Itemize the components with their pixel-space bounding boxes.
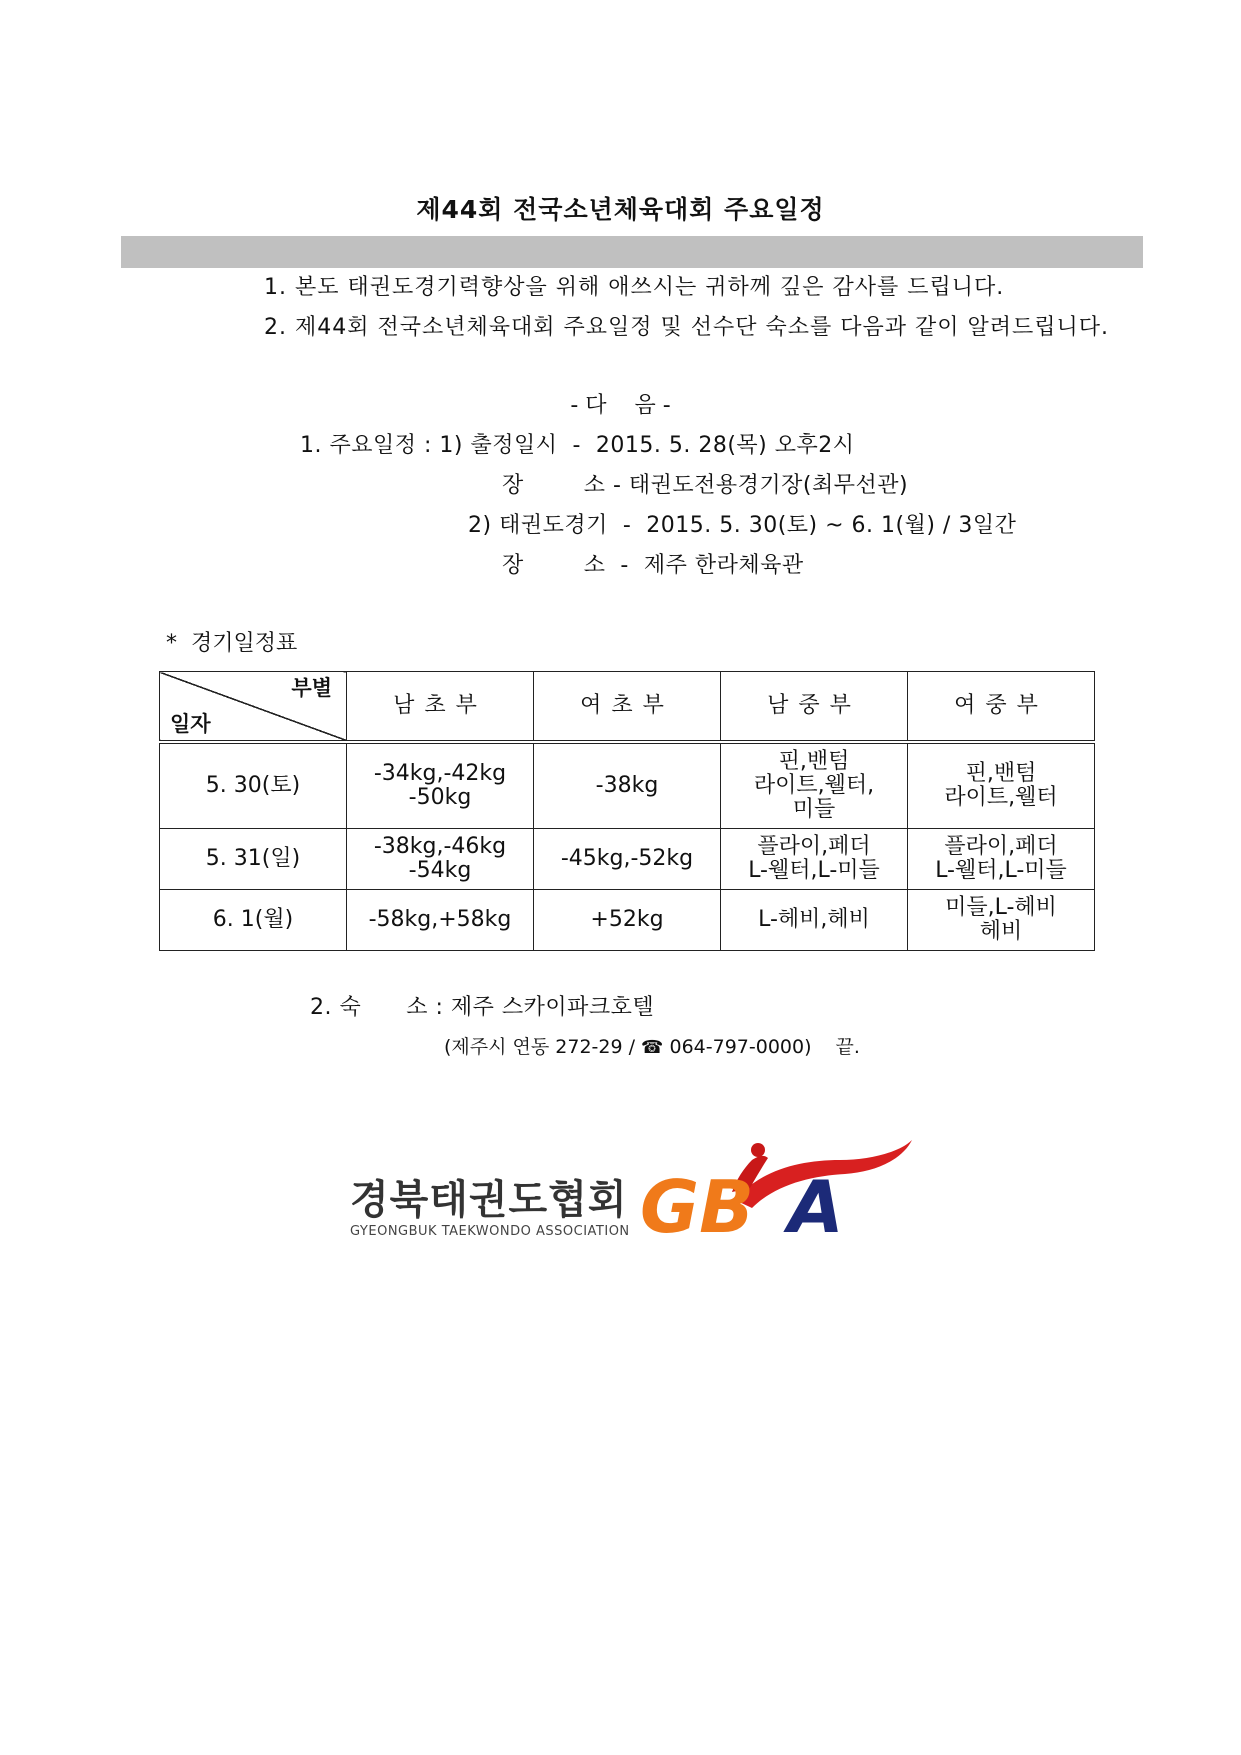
row-date: 5. 30(토) (160, 742, 347, 829)
schedule-line-departure-place: 장 소 - 태권도전용경기장(최무선관) (502, 473, 909, 498)
cell-line: 핀,밴텀 (778, 749, 850, 774)
cell-line: -38kg (595, 773, 659, 798)
table-cell (721, 829, 908, 890)
cell-line: 라이트,웰터, (753, 773, 875, 798)
table-cell (534, 742, 721, 829)
schedule-line-competition-place: 장 소 - 제주 한라체육관 (502, 553, 804, 578)
corner-label-division: 부별 (291, 676, 332, 700)
table-cell (908, 890, 1095, 951)
cell-line: 미들 (792, 797, 836, 822)
figure-head (751, 1143, 765, 1157)
address-text: (제주시 연동 272-29 / (444, 1036, 642, 1058)
table-row (160, 890, 1095, 951)
table-cell (347, 742, 534, 829)
logo-letters-gb: GB (640, 1165, 754, 1240)
cell-line: -54kg (408, 858, 472, 883)
notice-heading: - 다 음 - (570, 393, 671, 418)
cell-line: -38kg,-46kg (373, 834, 507, 859)
cell-line: -50kg (408, 785, 472, 810)
table-cell (534, 829, 721, 890)
cell-line: +52kg (590, 907, 664, 932)
header-girls-middle: 여중부 (908, 672, 1095, 743)
cell-line: -58kg,+58kg (368, 907, 512, 932)
table-cell (721, 890, 908, 951)
cell-line: 플라이,페더 (757, 834, 871, 859)
table-cell (908, 742, 1095, 829)
logo-letter-a: A (788, 1165, 844, 1240)
table-cell (347, 890, 534, 951)
table-row (160, 742, 1095, 829)
row-date: 6. 1(월) (160, 890, 347, 951)
document-title: 제44회 전국소년체육대회 주요일정 (416, 195, 825, 224)
association-logo-text (350, 1178, 630, 1239)
cell-line: 라이트,웰터 (944, 785, 1058, 810)
cell-line: 미들,L-헤비 (945, 895, 1057, 920)
title-divider-bar (121, 236, 1143, 268)
cell-line: 헤비 (979, 919, 1023, 944)
cell-line: -34kg,-42kg (373, 761, 507, 786)
lodging-line: 2. 숙 소 : 제주 스카이파크호텔 (310, 995, 655, 1020)
intro-line-2: 2. 제44회 전국소년체육대회 주요일정 및 선수단 숙소를 다음과 같이 알려드립니다. (264, 315, 1109, 340)
table-cell (534, 890, 721, 951)
schedule-line-departure: 1. 주요일정 : 1) 출정일시 - 2015. 5. 28(목) 오후2시 (300, 433, 855, 458)
header-boys-elementary: 남초부 (347, 672, 534, 743)
association-name-ko: 경북태권도협회 (350, 1177, 628, 1223)
table-cell (347, 829, 534, 890)
cell-line: 플라이,페더 (944, 834, 1058, 859)
schedule-line-competition: 2) 태권도경기 - 2015. 5. 30(토) ~ 6. 1(월) / 3일간 (468, 513, 1017, 538)
cell-line: L-헤비,헤비 (758, 907, 870, 932)
lodging-address (444, 1032, 860, 1059)
cell-line: L-웰터,L-미들 (748, 858, 880, 883)
corner-label-date: 일자 (170, 712, 211, 736)
cell-line: L-웰터,L-미들 (935, 858, 1067, 883)
table-cell (908, 829, 1095, 890)
table-row (160, 829, 1095, 890)
table-caption: * 경기일정표 (166, 631, 298, 656)
row-date: 5. 31(일) (160, 829, 347, 890)
phone-icon: ☎ (641, 1037, 664, 1058)
gbta-logo-mark (640, 1130, 920, 1240)
cell-line: -45kg,-52kg (560, 846, 694, 871)
table-header-row (160, 672, 1095, 743)
competition-schedule-table (159, 671, 1095, 951)
end-mark: 끝. (835, 1036, 860, 1058)
header-boys-middle: 남중부 (721, 672, 908, 743)
table-cell (721, 742, 908, 829)
cell-line: 핀,밴텀 (965, 761, 1037, 786)
intro-line-1: 1. 본도 태권도경기력향상을 위해 애쓰시는 귀하께 깊은 감사를 드립니다. (264, 275, 1005, 300)
phone-number: 064-797-0000) (663, 1036, 812, 1058)
association-name-en: GYEONGBUK TAEKWONDO ASSOCIATION (350, 1224, 630, 1239)
table-corner-cell (160, 672, 347, 743)
header-girls-elementary: 여초부 (534, 672, 721, 743)
